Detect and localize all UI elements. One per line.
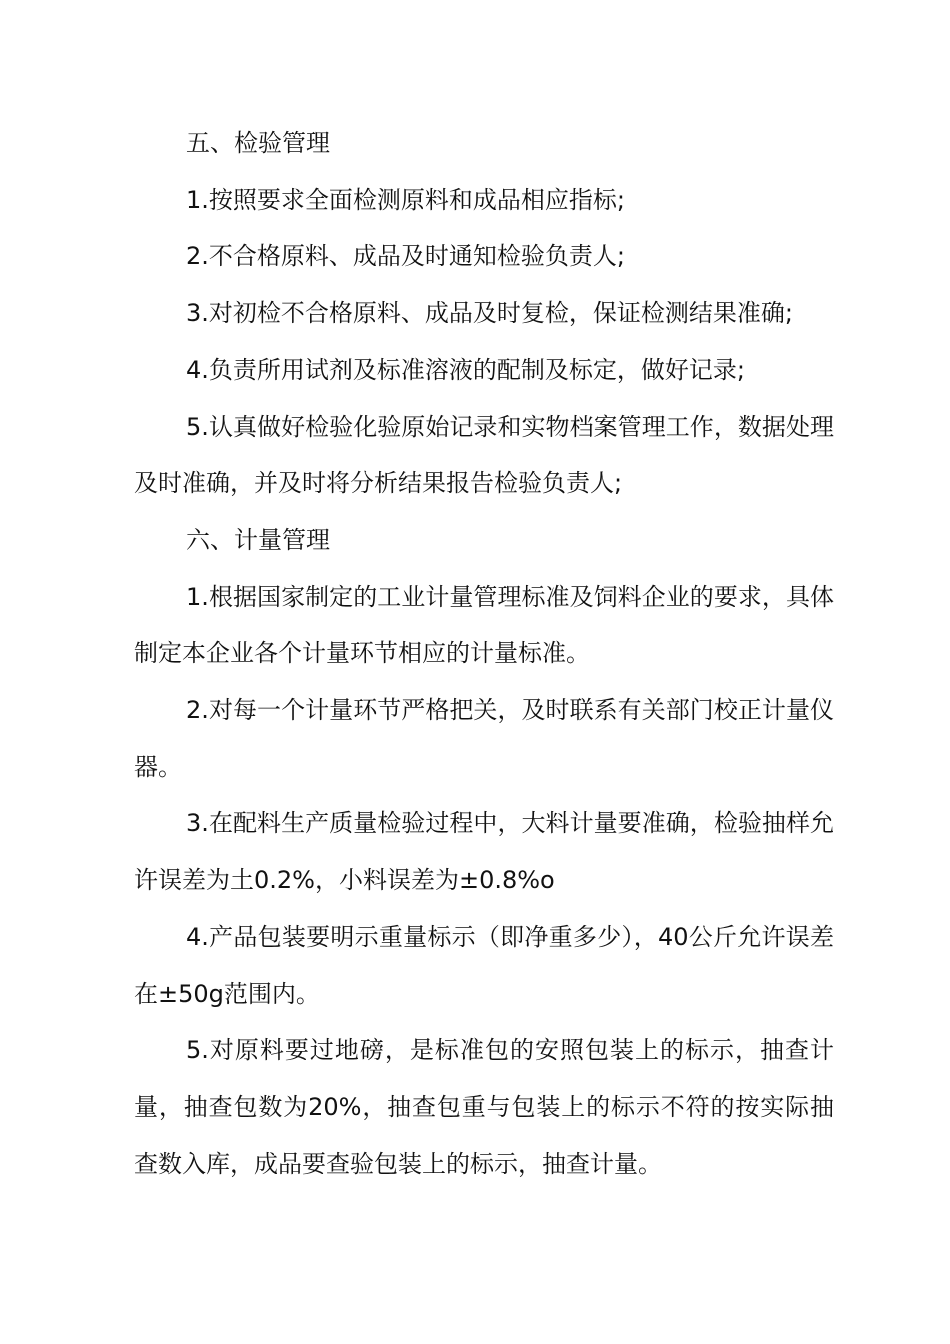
metering-item-1: 1.根据国家制定的工业计量管理标准及饲料企业的要求，具体制定本企业各个计量环节相应的计量标准。 — [134, 582, 834, 668]
inspection-item-5: 5.认真做好检验化验原始记录和实物档案管理工作，数据处理及时准确，并及时将分析结果报告检验负责人; — [134, 412, 834, 498]
section-heading-metering: 六、计量管理 — [186, 525, 330, 554]
inspection-item-3: 3.对初检不合格原料、成品及时复检，保证检测结果准确; — [186, 299, 793, 328]
metering-item-3: 3.在配料生产质量检验过程中，大料计量要准确，检验抽样允许误差为土0.2%，小料误差为±0.8%o — [134, 809, 834, 895]
section-heading-inspection: 五、检验管理 — [186, 129, 330, 157]
inspection-item-1: 1.按照要求全面检测原料和成品相应指标; — [186, 185, 625, 214]
inspection-item-2: 2.不合格原料、成品及时通知检验负责人; — [186, 242, 625, 271]
document-body — [134, 115, 834, 1192]
metering-item-5: 5.对原料要过地磅，是标准包的安照包装上的标示，抽查计量，抽查包数为20%，抽查包重与包装上的标示不符的按实际抽查数入库，成品要查验包装上的标示，抽查计量。 — [134, 1036, 834, 1178]
inspection-item-4: 4.负责所用试剂及标准溶液的配制及标定，做好记录; — [186, 355, 745, 384]
metering-item-4: 4.产品包装要明示重量标示（即净重多少），40公斤允许误差在±50g范围内。 — [134, 922, 834, 1008]
metering-item-2: 2.对每一个计量环节严格把关，及时联系有关部门校正计量仪器。 — [134, 696, 834, 781]
